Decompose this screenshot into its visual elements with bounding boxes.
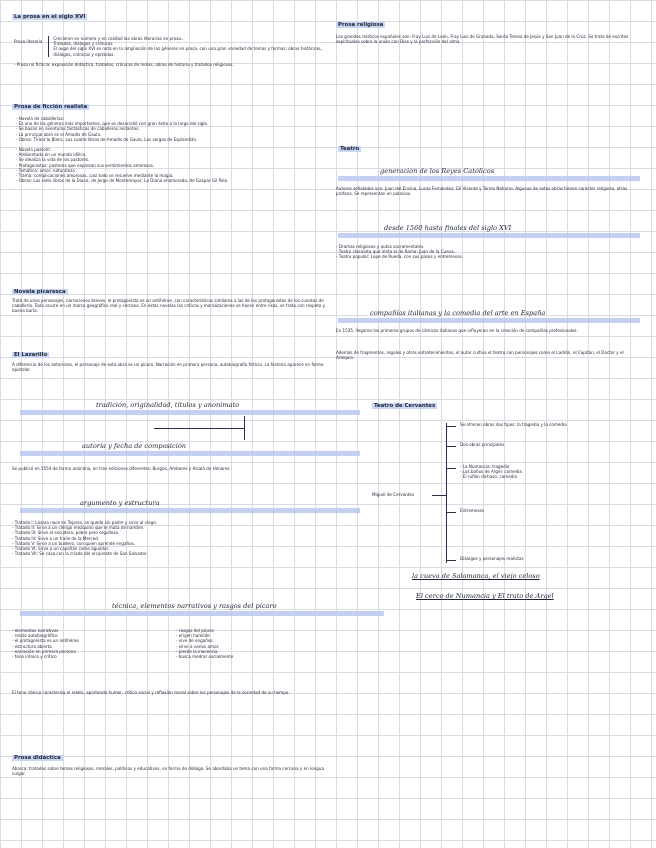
list-item: - Teatro popular: Lope de Rueda, con sus pasos y entremeses. (336, 254, 464, 260)
picaresca-title: Novela picaresca (14, 289, 66, 295)
ficcion-title: Prosa de ficción realista (14, 104, 88, 110)
diagram-connector (446, 512, 456, 513)
diagram-branch: Se ofrecen obras dos tipos: la tragedia y la comedia (460, 422, 567, 427)
main-title: La prosa en el siglo XVI (14, 14, 86, 20)
tradicion-diagram (14, 414, 344, 444)
list-item: - elementos narrativos (12, 628, 59, 633)
list-item: - sirve a varios amos (176, 643, 219, 649)
list-item: - Dramas religiosos y autos sacramentales. (336, 244, 425, 249)
cervantes-title: Teatro de Cervantes (374, 403, 436, 409)
band-heading: tradición, originalidad, títulos y anonimato (96, 401, 240, 409)
list-item: - Tratado II: Sirve a un clérigo mezquino que le mata de hambre. (12, 525, 145, 531)
section-band (338, 233, 640, 238)
diagram-connector (446, 560, 456, 561)
list-item: · Ambientada en un mundo idílico. (16, 152, 87, 158)
lazarillo-text: A diferencia de los anteriores, el personaje de esta obra es un pícaro. Narración en primera persona, autobiografía ficticia. La historia aparece en forma epistolar. (12, 362, 324, 373)
lazarillo-title: El Lazarillo (14, 352, 48, 358)
tecnica-left (12, 628, 162, 659)
diagram-bracket (244, 416, 245, 440)
diagram-bracket (446, 423, 447, 563)
religiosa-title: Prosa religiosa (338, 22, 384, 28)
intro-tail: - Prosa no ficticia: exposición didáctica, tratados, crónicas de Indias, obras de historia y tratados religiosos. (14, 61, 234, 67)
teatro-title: Teatro (340, 146, 360, 152)
list-item: - origen humilde (176, 633, 210, 639)
diagram-connector (154, 428, 244, 429)
list-item: - narración en primera persona (12, 648, 76, 654)
diagram-branch: Dos obras principales (460, 442, 505, 447)
list-item: · Trama: complicaciones amorosas, casi todo se resuelve mediante la magia. (16, 173, 174, 179)
diagram-connector (446, 468, 456, 469)
list-item: · Obras: Los siete libros de la Diana, de Jorge de Montemayor; La Diana enamorada, de Gaspar Gil Polo. (16, 178, 229, 184)
list-item: - Novela pastoril: (16, 147, 51, 153)
list-item: - Tratado I: Lázaro nace en Tejares, se queda sin padre y sirve al ciego. (12, 520, 157, 525)
ficcion-list (16, 116, 326, 183)
list-item: - rasgos del pícaro (176, 628, 214, 633)
list-item: - La Numancia: tragedia (460, 464, 510, 469)
diagram-root: Miguel de Cervantes (372, 492, 415, 497)
cervantes-diagram (372, 420, 644, 570)
intro-item: Tratados, diálogos y crónicas (53, 41, 113, 47)
didactica-text: Abarca: tratados sobre temas religiosos, morales, políticos y educativos, en forma de diálogo. Se abordaba un tema con una forma cercana y en lengua vulgar. (12, 766, 324, 777)
teatro-text: Además de fragmentos, regalos y otros entretenimientos, el autor cultiva el teatro con personajes como el Ladrón, el Capitán, el Doctor y el Arlequín. (336, 350, 624, 361)
cervantes-tail: El cerco de Numancia y El trato de Argel (416, 592, 554, 600)
diagram-connector (446, 426, 456, 427)
intro-extra: El auge del siglo XVI se nota en la ampliación de los géneros en prosa, con una gran variedad de temas y formas; obras históricas, diálogos, crónicas y epístolas. (53, 46, 322, 57)
band-heading: autoría y fecha de composición (82, 442, 187, 450)
tecnica-right (176, 628, 346, 659)
list-item: - busca medrar socialmente (176, 654, 234, 660)
intro-label: Prosa literaria (14, 39, 43, 44)
tratados-list (12, 520, 352, 556)
list-item: - Los baños de Argel: comedia (460, 469, 522, 475)
religiosa-text: Los grandes místicos españoles son: Fray Luis de León, Fray Luis de Granada, Santa Teresa de Jesús y San Juan de la Cruz. Se trata de escritos espirituales sobre la unión con Dios y la perfección del alma. (336, 34, 629, 45)
list-item: · Se basan en aventuras fantásticas de caballeros andantes. (16, 126, 140, 132)
intro-section (14, 36, 326, 67)
list-item: · Temática: amor, naturaleza. (16, 167, 76, 173)
section-band (20, 611, 384, 616)
cervantes-tail: la cueva de Salamanca, el viejo celoso (412, 572, 540, 580)
tecnica-note: El tono irónico caracteriza el relato, aportando humor, crítica social y reflexión moral sobre los personajes de la sociedad de su tiempo. (12, 690, 290, 695)
band-heading: desde 1560 hasta finales del siglo XVI (384, 224, 512, 232)
band-heading: argumento y estructura (80, 499, 160, 507)
band-heading: generación de los Reyes Católicos (380, 167, 495, 175)
diagram-branch: Entremeses (460, 508, 485, 513)
section-band (338, 318, 640, 323)
section-band (20, 451, 360, 456)
autoria-text: Se publicó en 1554 de forma anónima, en tres ediciones diferentes: Burgos, Amberes y Alcalá de Henares. (12, 466, 231, 471)
list-item: - pierde la inocencia (176, 648, 218, 654)
diagram-branch: Diálogos y personajes realistas (460, 556, 524, 561)
list-item: · Se idealiza la vida de los pastores. (16, 157, 90, 163)
diagram-connector (446, 446, 456, 447)
diagram-branch-list (460, 464, 640, 480)
list-item: - Tratado III: Sirve al escudero, pobre pero orgulloso. (12, 530, 120, 536)
band-heading: compañías italianas y la comedia del arte en España (370, 309, 546, 317)
diagram-connector (432, 495, 446, 496)
list-item: - Tratado VI: Sirve a un capellán como aguador. (12, 546, 110, 552)
teatro-list (336, 244, 640, 260)
list-item: · Obras: Tirant lo Blanc, Los cuatro libros de Amadís de Gaula, Las sergas de Esplandián. (16, 136, 198, 142)
section-band (20, 508, 360, 513)
list-item: - Tratado IV: Sirve a un fraile de la Merced. (12, 535, 100, 541)
intro-item: Crecieron en número y en calidad las obras literarias en prosa... (53, 36, 185, 41)
list-item: - el protagonista es un antihéroe (12, 638, 79, 644)
teatro-text: Autores señalados son: Juan del Encina, Lucas Fernández, Gil Vicente y Torres Naharro. Algunas de estas obras tienen carácter religioso, otras profano. Se representan en palacios. (336, 186, 628, 197)
list-item: · La principal obra es el Amadís de Gaula. (16, 131, 102, 137)
list-item: - Novela de caballerías: (16, 116, 65, 121)
list-item: - Tratado V: Sirve a un buldero, con quien aprende engaños. (12, 540, 136, 546)
list-item: - estructura abierta (12, 643, 52, 649)
list-item: - relato autobiográfico (12, 633, 58, 639)
list-item: - El rufián dichoso: comedia (460, 474, 517, 480)
didactica-title: Prosa didáctica (14, 755, 61, 761)
list-item: - Teatro clasicista que imita el de Roma: Juan de la Cueva. (336, 249, 455, 255)
list-item: - tono irónico y crítico (12, 654, 57, 660)
list-item: · Es uno de los géneros más importantes, que se desarrolló con gran éxito a lo largo del siglo. (16, 121, 209, 127)
list-item: - vive de engaños (176, 638, 213, 644)
picaresca-text: Trata de unos personajes, narraciones breves, el protagonista es un antihéroe, con características similares a las de los protagonistas de los cuentos de caballería. Todo ocurre en un marco geográfico real y cercano. En estas novelas las críticas y moralizaciones se hacen entre risas, se trata con respeto y buena burla. (12, 298, 326, 314)
list-item: · Protagonistas: pastores que expresan sus sentimientos amorosos. (16, 162, 155, 168)
teatro-text: En 1535, llegaron los primeros grupos de cómicos italianos que influyeron en la creación de compañías profesionales. (336, 328, 578, 333)
section-band (338, 176, 640, 181)
band-heading: técnica, elementos narrativos y rasgos del pícaro (112, 602, 277, 610)
list-item: - Tratado VII: Se casa con la criada del arcipreste de San Salvador. (12, 551, 148, 557)
